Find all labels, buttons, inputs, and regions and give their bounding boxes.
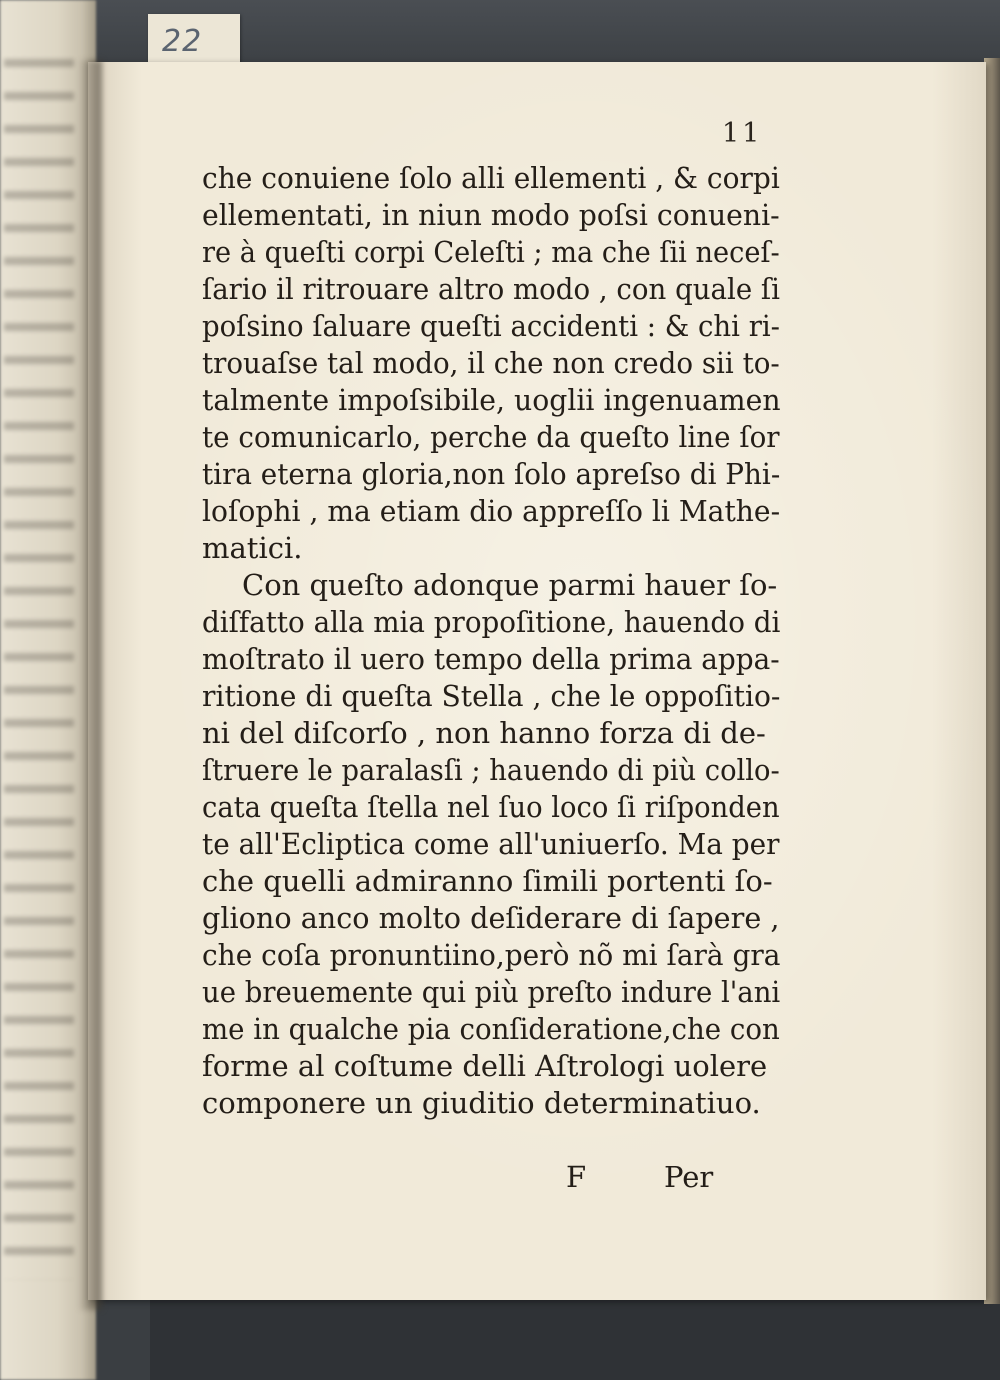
scanner-background-shelf — [150, 1300, 1000, 1380]
text-line: ſtruere le paralasſi ; hauendo di più collo- — [202, 753, 780, 787]
text-line: che quelli admiranno ſimili portenti ſo- — [202, 864, 773, 898]
text-line: forme al coſtume delli Aſtrologi uolere — [202, 1049, 768, 1083]
text-line: che coſa pronuntiino,però nõ mi ſarà gra — [202, 938, 781, 972]
text-line: ni del diſcorſo , non hanno forza di de- — [202, 716, 766, 750]
text-line: componere un giuditio determinatiuo. — [202, 1086, 761, 1120]
text-line: ue breuemente qui più preſto indure l'ani — [202, 975, 781, 1009]
paragraph-start-line: Con queſto adonque parmi hauer ſo- — [242, 568, 778, 602]
text-line: tira eterna gloria,non ſolo apreſso di Phi- — [202, 457, 781, 491]
text-line: loſophi , ma etiam dio appreſſo li Mathe- — [202, 494, 781, 528]
book-gutter — [78, 60, 102, 1310]
text-line: diſfatto alla mia propoſitione, hauendo di — [202, 605, 781, 639]
text-line: matici. — [202, 531, 303, 565]
call-number-label: 22 — [162, 24, 203, 59]
text-line: cata queſta ſtella nel ſuo loco ſi riſponden — [202, 790, 780, 824]
text-line: ellementati, in niun modo poſsi conueni- — [202, 198, 780, 232]
left-page-text-blur — [4, 40, 74, 1280]
folio-number: 11 — [722, 118, 763, 149]
text-line: me in qualche pia conſideratione,che con — [202, 1012, 780, 1046]
page-stack-edge — [984, 58, 1000, 1304]
text-line: moſtrato il uero tempo della prima appa- — [202, 642, 780, 676]
catchword: Per — [664, 1160, 714, 1194]
text-line: gliono anco molto deſiderare di ſapere , — [202, 901, 780, 935]
text-line: poſsino ſaluare queſti accidenti : & chi ri- — [202, 309, 780, 343]
text-line: ritione di queſta Stella , che le oppoſitio- — [202, 679, 781, 713]
text-line: ſario il ritrouare altro modo , con quale ſi — [202, 272, 780, 306]
text-line: te comunicarlo, perche da queſto line ſor — [202, 420, 780, 454]
text-line: talmente impoſsibile, uoglii ingenuamen — [202, 383, 781, 417]
text-line: che conuiene ſolo alli ellementi , & corpi — [202, 161, 780, 195]
text-line: trouaſse tal modo, il che non credo sii to- — [202, 346, 780, 380]
text-line: re à queſti corpi Celeſti ; ma che ſii neceſ- — [202, 235, 780, 269]
text-line: te all'Ecliptica come all'uniuerſo. Ma per — [202, 827, 780, 861]
signature-mark: F — [566, 1160, 587, 1194]
